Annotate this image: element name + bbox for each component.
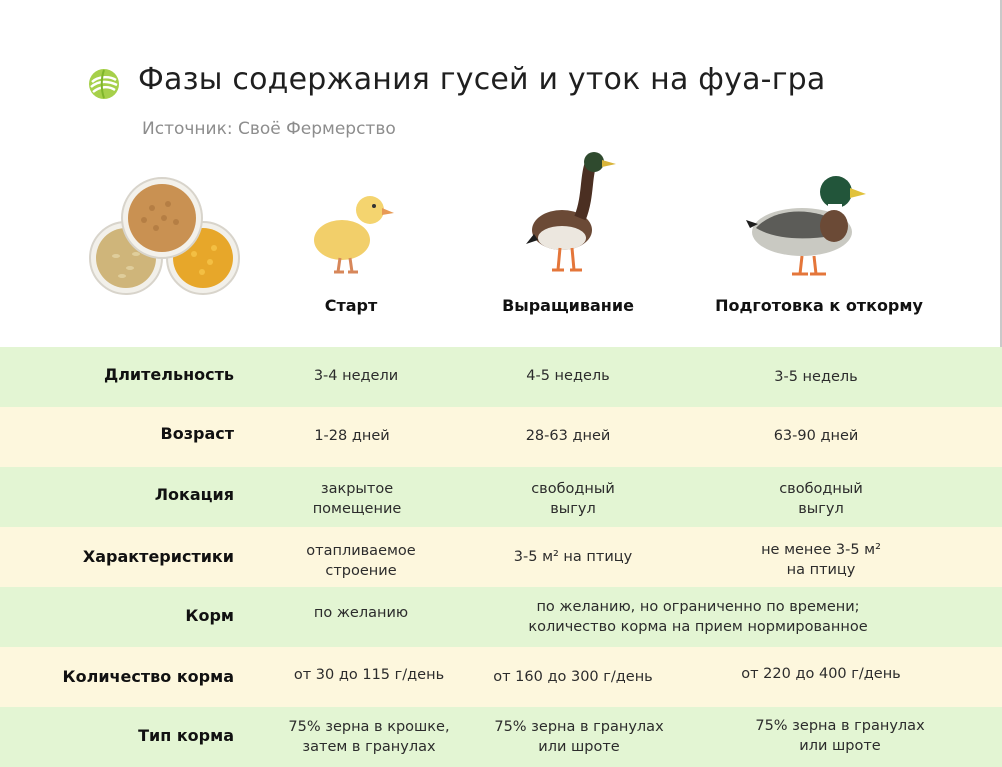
table-cell: не менее 3-5 м² на птицу: [761, 542, 881, 578]
table-cell: 1-28 дней: [314, 428, 390, 444]
row-label: Корм: [185, 606, 234, 625]
duckling-icon: [306, 188, 396, 278]
table-row-age: [0, 407, 1002, 467]
table-cell: 28-63 дней: [525, 428, 611, 444]
table-cell: по желанию: [313, 605, 409, 621]
row-label: Длительность: [103, 365, 234, 384]
standing-duck-icon: [520, 148, 620, 278]
table-row-feed-amount: [0, 647, 1002, 707]
table-cell: свободный выгул: [779, 481, 863, 517]
phase-header-growing: Выращивание: [502, 296, 634, 315]
phase-header-start: Старт: [324, 296, 378, 315]
table-row-characteristics: [0, 527, 1002, 587]
phase-header-fattening-prep: Подготовка к откорму: [715, 296, 923, 315]
table-cell: 3-5 недель: [774, 369, 858, 385]
table-cell: 75% зерна в гранулах или шроте: [755, 718, 925, 754]
table-cell: по желанию, но ограниченно по времени; количество корма на прием нормированное: [528, 599, 868, 635]
row-label: Возраст: [160, 424, 234, 443]
table-cell: 63-90 дней: [773, 428, 859, 444]
page-title: Фазы содержания гусей и уток на фуа-гра: [138, 62, 826, 97]
source-caption: Источник: Своё Фермерство: [142, 119, 396, 139]
grain-bowls-icon: [86, 176, 242, 298]
table-cell: свободный выгул: [531, 481, 615, 517]
table-cell: 3-4 недели: [313, 368, 399, 384]
table-cell: 3-5 м² на птицу: [513, 549, 633, 565]
table-cell: закрытое помещение: [312, 481, 402, 517]
leaf-logo-icon: [88, 68, 120, 100]
mallard-drake-icon: [746, 166, 870, 282]
table-cell: отапливаемое строение: [306, 543, 416, 579]
table-cell: от 30 до 115 г/день: [293, 667, 445, 683]
table-row-location: [0, 467, 1002, 527]
table-row-feed: [0, 587, 1002, 647]
table-cell: 4-5 недель: [526, 368, 610, 384]
table-cell: 75% зерна в крошке, затем в гранулах: [288, 719, 450, 755]
table-row-feed-type: [0, 707, 1002, 767]
table-cell: от 220 до 400 г/день: [741, 666, 901, 682]
row-label: Количество корма: [62, 667, 234, 686]
row-label: Тип корма: [138, 726, 234, 745]
table-cell: от 160 до 300 г/день: [493, 669, 653, 685]
table-cell: 75% зерна в гранулах или шроте: [494, 719, 664, 755]
table-row-duration: [0, 347, 1002, 407]
row-label: Локация: [154, 485, 234, 504]
row-label: Характеристики: [82, 547, 234, 566]
